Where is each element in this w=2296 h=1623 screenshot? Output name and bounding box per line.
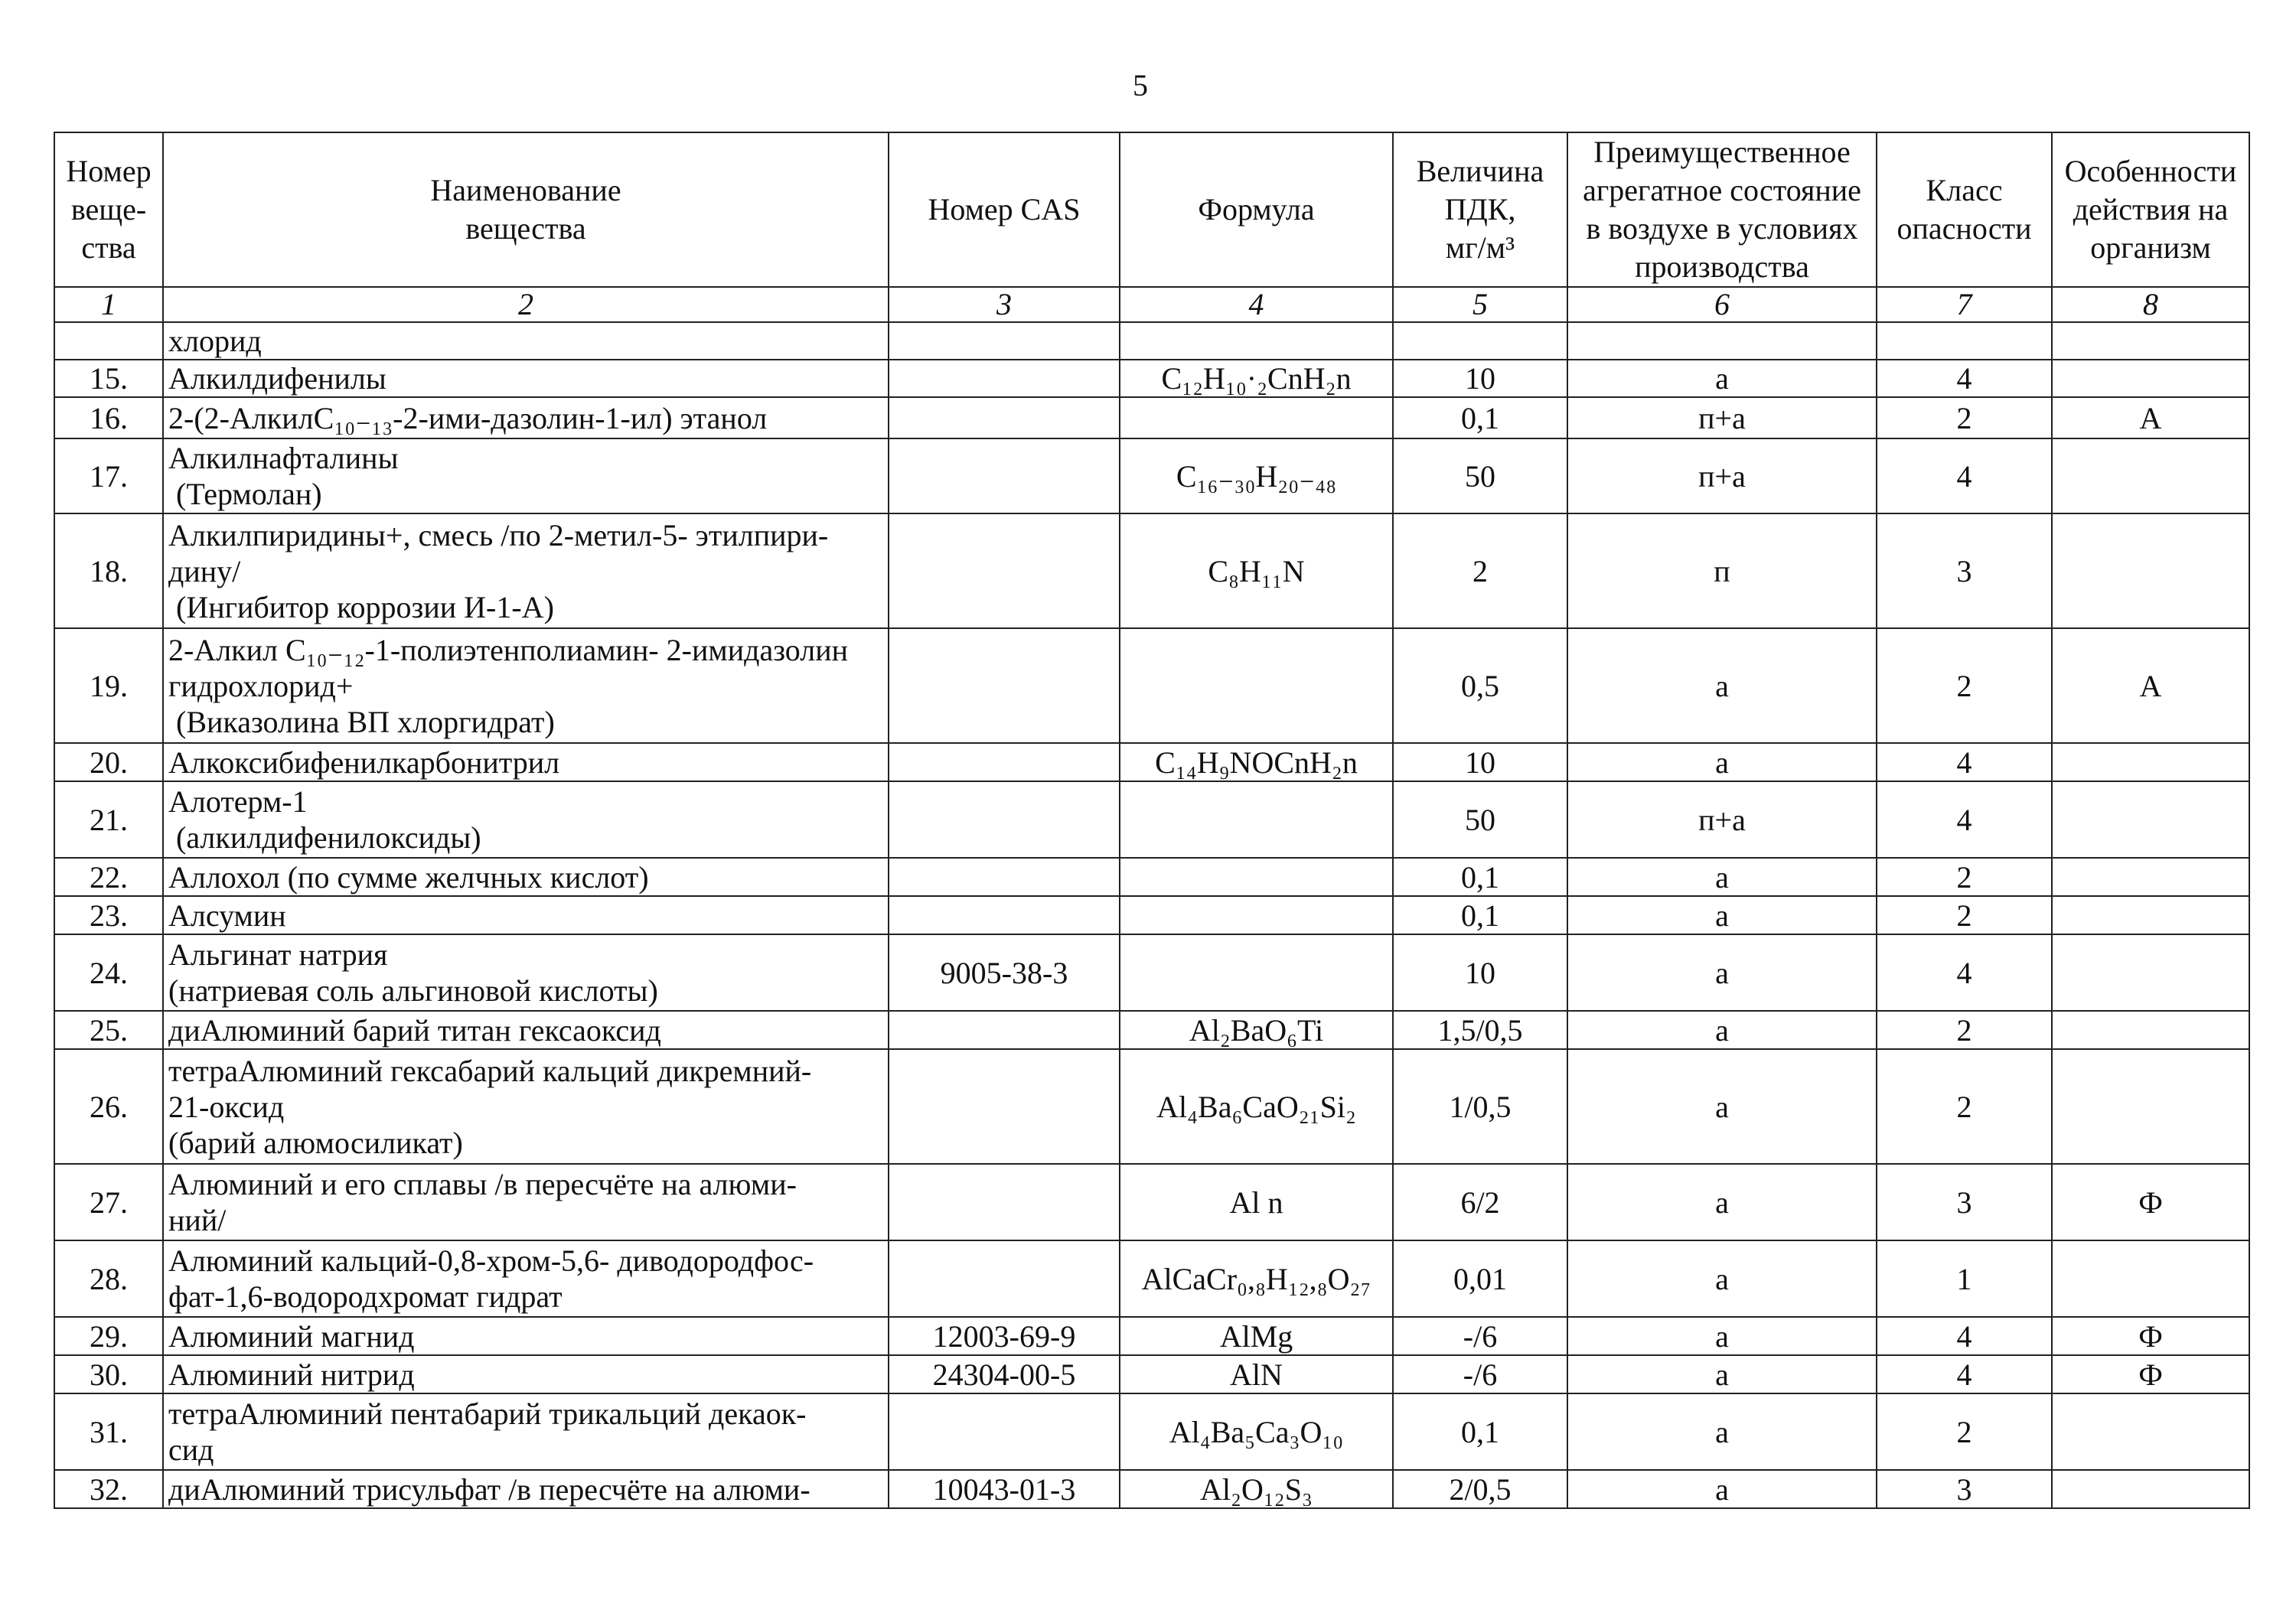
- substance-number-cell: 15.: [54, 360, 163, 397]
- table-row: [54, 322, 2249, 360]
- header-body-effect: [2052, 132, 2249, 287]
- substance-name-line: Алюминий нитрид: [168, 1357, 415, 1392]
- hazard-class-cell: 4: [1877, 1355, 2052, 1393]
- header-line: Формула: [1198, 192, 1315, 227]
- aggregate-state-cell: а: [1567, 896, 1877, 934]
- header-line: производства: [1635, 249, 1809, 284]
- cas-number-cell: [889, 1011, 1120, 1049]
- aggregate-state-cell: а: [1567, 934, 1877, 1011]
- hazard-class-cell: 2: [1877, 1049, 2052, 1164]
- substance-name-line: (Виказолина ВП хлоргидрат): [168, 704, 555, 739]
- substance-number-cell: 22.: [54, 858, 163, 896]
- body-effect-cell: [2052, 1393, 2249, 1470]
- substance-name-line: ний/: [168, 1203, 227, 1237]
- formula-cell: AlCaCr₀,₈H₁₂,₈O₂₇: [1120, 1240, 1393, 1317]
- formula-cell: Al₂O₁₂S₃: [1120, 1470, 1393, 1508]
- aggregate-state-cell: п+а: [1567, 397, 1877, 438]
- cas-number-cell: [889, 628, 1120, 743]
- pdk-value-cell: 0,01: [1393, 1240, 1567, 1317]
- substance-name-cell: [163, 1393, 889, 1470]
- formula-cell: [1120, 322, 1393, 360]
- formula-cell: Al n: [1120, 1164, 1393, 1240]
- column-number: 2: [163, 287, 889, 322]
- pdk-value-cell: 0,1: [1393, 858, 1567, 896]
- substance-name-line: дину/: [168, 553, 241, 588]
- substance-name-line: 2-Алкил C₁₀₋₁₂-1-полиэтенполиамин- 2-имидазолин: [168, 632, 849, 667]
- substance-name-line: (Ингибитор коррозии И-1-А): [168, 589, 554, 624]
- pdk-value-cell: 10: [1393, 360, 1567, 397]
- aggregate-state-cell: а: [1567, 743, 1877, 781]
- header-line: Преимущественное: [1593, 135, 1851, 169]
- substance-name-line: сид: [168, 1432, 214, 1467]
- substance-name-cell: [163, 360, 889, 397]
- substance-name-cell: [163, 1317, 889, 1355]
- table-row: [54, 397, 2249, 438]
- pdk-value-cell: -/6: [1393, 1355, 1567, 1393]
- hazard-class-cell: 4: [1877, 781, 2052, 858]
- column-number: 7: [1877, 287, 2052, 322]
- substance-number-cell: 16.: [54, 397, 163, 438]
- cas-number-cell: 9005-38-3: [889, 934, 1120, 1011]
- body-effect-cell: [2052, 934, 2249, 1011]
- formula-cell: AlMg: [1120, 1317, 1393, 1355]
- aggregate-state-cell: а: [1567, 1317, 1877, 1355]
- pdk-value-cell: 10: [1393, 934, 1567, 1011]
- hazard-class-cell: 2: [1877, 397, 2052, 438]
- table-row: [54, 628, 2249, 743]
- column-number: 8: [2052, 287, 2249, 322]
- substance-name-line: Алюминий и его сплавы /в пересчёте на алюми-: [168, 1167, 797, 1201]
- header-substance-name: [163, 132, 889, 287]
- hazard-class-cell: 4: [1877, 743, 2052, 781]
- hazard-class-cell: 4: [1877, 438, 2052, 513]
- formula-cell: [1120, 781, 1393, 858]
- hazard-class-cell: 4: [1877, 934, 2052, 1011]
- substance-name-cell: [163, 934, 889, 1011]
- substance-name-line: Алсумин: [168, 898, 286, 933]
- formula-cell: AlN: [1120, 1355, 1393, 1393]
- body-effect-cell: [2052, 438, 2249, 513]
- hazard-class-cell: 4: [1877, 360, 2052, 397]
- table-row: [54, 1355, 2249, 1393]
- substance-number-cell: 20.: [54, 743, 163, 781]
- aggregate-state-cell: а: [1567, 1049, 1877, 1164]
- hazard-class-cell: 1: [1877, 1240, 2052, 1317]
- substance-name-cell: [163, 438, 889, 513]
- formula-cell: [1120, 934, 1393, 1011]
- aggregate-state-cell: а: [1567, 858, 1877, 896]
- substance-name-cell: [163, 896, 889, 934]
- table-row: [54, 438, 2249, 513]
- column-number: 3: [889, 287, 1120, 322]
- header-substance-number: [54, 132, 163, 287]
- substance-number-cell: 30.: [54, 1355, 163, 1393]
- pdk-value-cell: 10: [1393, 743, 1567, 781]
- substance-name-cell: [163, 628, 889, 743]
- formula-cell: Al₄Ba₅Ca₃O₁₀: [1120, 1393, 1393, 1470]
- substance-name-cell: [163, 743, 889, 781]
- table-row: [54, 1317, 2249, 1355]
- table-row: [54, 781, 2249, 858]
- header-line: ства: [81, 230, 136, 265]
- aggregate-state-cell: а: [1567, 1164, 1877, 1240]
- header-line: опасности: [1896, 211, 2032, 246]
- aggregate-state-cell: а: [1567, 628, 1877, 743]
- header-line: организм: [2090, 230, 2211, 265]
- header-pdk-value: [1393, 132, 1567, 287]
- table-row: [54, 513, 2249, 628]
- substance-number-cell: 23.: [54, 896, 163, 934]
- substance-number-cell: [54, 322, 163, 360]
- substance-name-cell: [163, 858, 889, 896]
- formula-cell: Al₄Ba₆CaO₂₁Si₂: [1120, 1049, 1393, 1164]
- pdk-value-cell: 50: [1393, 781, 1567, 858]
- cas-number-cell: [889, 1049, 1120, 1164]
- substance-name-cell: [163, 513, 889, 628]
- substance-number-cell: 28.: [54, 1240, 163, 1317]
- header-line: вещества: [465, 211, 586, 246]
- hazard-class-cell: 2: [1877, 1011, 2052, 1049]
- pdk-value-cell: 0,1: [1393, 896, 1567, 934]
- body-effect-cell: [2052, 1240, 2249, 1317]
- header-line: в воздухе в условиях: [1586, 211, 1858, 246]
- body-effect-cell: [2052, 781, 2249, 858]
- body-effect-cell: [2052, 858, 2249, 896]
- hazard-class-cell: 2: [1877, 858, 2052, 896]
- table-row: [54, 1049, 2249, 1164]
- cas-number-cell: [889, 858, 1120, 896]
- body-effect-cell: [2052, 743, 2249, 781]
- body-effect-cell: [2052, 1011, 2249, 1049]
- substance-name-line: тетраАлюминий пентабарий трикальций декаок-: [168, 1396, 807, 1431]
- cas-number-cell: [889, 1393, 1120, 1470]
- table-row: [54, 896, 2249, 934]
- substance-name-line: Алюминий магнид: [168, 1318, 415, 1354]
- pdk-value-cell: -/6: [1393, 1317, 1567, 1355]
- substance-name-line: Алкилдифенилы: [168, 361, 386, 396]
- substance-number-cell: 31.: [54, 1393, 163, 1470]
- formula-cell: C₈H₁₁N: [1120, 513, 1393, 628]
- aggregate-state-cell: а: [1567, 360, 1877, 397]
- substance-name-line: Альгинат натрия: [168, 937, 388, 972]
- substance-name-line: Алкилнафталины: [168, 441, 399, 475]
- cas-number-cell: [889, 781, 1120, 858]
- formula-cell: [1120, 628, 1393, 743]
- cas-number-cell: [889, 438, 1120, 513]
- substance-number-cell: 18.: [54, 513, 163, 628]
- aggregate-state-cell: а: [1567, 1355, 1877, 1393]
- pdk-value-cell: 2: [1393, 513, 1567, 628]
- body-effect-cell: А: [2052, 628, 2249, 743]
- substance-number-cell: 24.: [54, 934, 163, 1011]
- body-effect-cell: [2052, 513, 2249, 628]
- substance-name-cell: [163, 1011, 889, 1049]
- substance-name-cell: [163, 1240, 889, 1317]
- cas-number-cell: [889, 743, 1120, 781]
- aggregate-state-cell: п: [1567, 513, 1877, 628]
- table-body: [54, 322, 2249, 1508]
- formula-cell: [1120, 397, 1393, 438]
- substance-name-cell: [163, 322, 889, 360]
- header-line: Величина: [1416, 154, 1544, 188]
- cas-number-cell: [889, 1164, 1120, 1240]
- formula-cell: Al₂BaO₆Ti: [1120, 1011, 1393, 1049]
- aggregate-state-cell: п+а: [1567, 781, 1877, 858]
- substance-name-line: тетраАлюминий гексабарий кальций дикремний-: [168, 1053, 812, 1088]
- body-effect-cell: [2052, 1470, 2249, 1508]
- table-row: [54, 1393, 2249, 1470]
- cas-number-cell: 12003-69-9: [889, 1317, 1120, 1355]
- substance-number-cell: 29.: [54, 1317, 163, 1355]
- cas-number-cell: [889, 360, 1120, 397]
- cas-number-cell: [889, 1240, 1120, 1317]
- table-row: [54, 1470, 2249, 1508]
- header-line: Номер CAS: [928, 192, 1081, 227]
- header-line: ПДК,: [1444, 192, 1516, 227]
- substance-name-cell: [163, 781, 889, 858]
- substance-name-line: диАлюминий барий титан гексаоксид: [168, 1012, 661, 1048]
- cas-number-cell: [889, 896, 1120, 934]
- pdk-value-cell: 1,5/0,5: [1393, 1011, 1567, 1049]
- formula-cell: [1120, 858, 1393, 896]
- body-effect-cell: [2052, 360, 2249, 397]
- substances-table: [54, 132, 2250, 1509]
- body-effect-cell: [2052, 896, 2249, 934]
- substance-name-cell: [163, 1470, 889, 1508]
- column-number: 5: [1393, 287, 1567, 322]
- body-effect-cell: Ф: [2052, 1317, 2249, 1355]
- aggregate-state-cell: п+а: [1567, 438, 1877, 513]
- cas-number-cell: [889, 322, 1120, 360]
- hazard-class-cell: 3: [1877, 513, 2052, 628]
- substance-name-cell: [163, 397, 889, 438]
- substance-name-cell: [163, 1164, 889, 1240]
- body-effect-cell: А: [2052, 397, 2249, 438]
- substance-number-cell: 21.: [54, 781, 163, 858]
- substance-name-line: диАлюминий трисульфат /в пересчёте на алюми-: [168, 1471, 810, 1507]
- pdk-value-cell: 0,5: [1393, 628, 1567, 743]
- table-row: [54, 1164, 2249, 1240]
- pdk-value-cell: 1/0,5: [1393, 1049, 1567, 1164]
- column-number: 6: [1567, 287, 1877, 322]
- cas-number-cell: [889, 513, 1120, 628]
- header-line: Класс: [1926, 173, 2003, 207]
- pdk-value-cell: 50: [1393, 438, 1567, 513]
- hazard-class-cell: 2: [1877, 896, 2052, 934]
- hazard-class-cell: [1877, 322, 2052, 360]
- column-number: 1: [54, 287, 163, 322]
- body-effect-cell: Ф: [2052, 1355, 2249, 1393]
- substance-number-cell: 26.: [54, 1049, 163, 1164]
- column-numbers-row: [54, 287, 2249, 322]
- formula-cell: C₁₆₋₃₀H₂₀₋₄₈: [1120, 438, 1393, 513]
- aggregate-state-cell: а: [1567, 1470, 1877, 1508]
- pdk-value-cell: 2/0,5: [1393, 1470, 1567, 1508]
- table-row: [54, 743, 2249, 781]
- substance-name-line: фат-1,6-водородхромат гидрат: [168, 1279, 563, 1314]
- header-line: Номер: [66, 154, 152, 188]
- aggregate-state-cell: а: [1567, 1240, 1877, 1317]
- table-row: [54, 858, 2249, 896]
- header-line: Наименование: [430, 173, 621, 207]
- substance-name-line: Алкоксибифенилкарбонитрил: [168, 745, 560, 780]
- substance-name-line: Аллохол (по сумме желчных кислот): [168, 859, 649, 895]
- hazard-class-cell: 3: [1877, 1164, 2052, 1240]
- header-line: веще-: [70, 192, 147, 227]
- substance-name-line: гидрохлорид+: [168, 668, 354, 703]
- substance-name-line: (натриевая соль альгиновой кислоты): [168, 973, 658, 1008]
- substance-name-line: Алкилпиридины+, смесь /по 2-метил-5- этилпири-: [168, 517, 829, 552]
- substance-name-line: (барий алюмосиликат): [168, 1125, 463, 1160]
- pdk-value-cell: 0,1: [1393, 397, 1567, 438]
- substance-number-cell: 17.: [54, 438, 163, 513]
- pdk-value-cell: [1393, 322, 1567, 360]
- header-aggregate-state: [1567, 132, 1877, 287]
- page-number: 5: [1133, 68, 1148, 103]
- hazard-class-cell: 2: [1877, 1393, 2052, 1470]
- substance-number-cell: 25.: [54, 1011, 163, 1049]
- aggregate-state-cell: а: [1567, 1011, 1877, 1049]
- column-number: 4: [1120, 287, 1393, 322]
- aggregate-state-cell: а: [1567, 1393, 1877, 1470]
- substance-number-cell: 19.: [54, 628, 163, 743]
- header-line: мг/м³: [1445, 230, 1515, 265]
- formula-cell: [1120, 896, 1393, 934]
- substance-name-line: Алюминий кальций-0,8-хром-5,6- диводородфос-: [168, 1243, 814, 1278]
- hazard-class-cell: 2: [1877, 628, 2052, 743]
- substance-number-cell: 32.: [54, 1470, 163, 1508]
- table-row: [54, 360, 2249, 397]
- cas-number-cell: 10043-01-3: [889, 1470, 1120, 1508]
- cas-number-cell: 24304-00-5: [889, 1355, 1120, 1393]
- header-cas-number: [889, 132, 1120, 287]
- cas-number-cell: [889, 397, 1120, 438]
- substance-name-line: (Термолан): [168, 477, 322, 511]
- header-formula: [1120, 132, 1393, 287]
- body-effect-cell: [2052, 1049, 2249, 1164]
- substance-name-line: 21-оксид: [168, 1089, 285, 1124]
- substance-number-cell: 27.: [54, 1164, 163, 1240]
- aggregate-state-cell: [1567, 322, 1877, 360]
- header-line: действия на: [2073, 192, 2229, 227]
- header-line: агрегатное состояние: [1583, 173, 1861, 207]
- table-row: [54, 1011, 2249, 1049]
- table-header-row: [54, 132, 2249, 287]
- formula-cell: C₁₂H₁₀·₂CnH₂n: [1120, 360, 1393, 397]
- hazard-class-cell: 4: [1877, 1317, 2052, 1355]
- header-line: Особенности: [2064, 154, 2237, 188]
- substance-name-line: 2-(2-АлкилC₁₀₋₁₃-2-ими-дазолин-1-ил) этанол: [168, 400, 768, 435]
- substance-name-cell: [163, 1049, 889, 1164]
- body-effect-cell: [2052, 322, 2249, 360]
- substance-name-cell: [163, 1355, 889, 1393]
- table-row: [54, 1240, 2249, 1317]
- table-row: [54, 934, 2249, 1011]
- hazard-class-cell: 3: [1877, 1470, 2052, 1508]
- substance-name-line: хлорид: [168, 324, 262, 358]
- substance-name-line: (алкилдифенилоксиды): [168, 820, 481, 855]
- pdk-value-cell: 0,1: [1393, 1393, 1567, 1470]
- substance-name-line: Алотерм-1: [168, 784, 308, 819]
- body-effect-cell: Ф: [2052, 1164, 2249, 1240]
- header-hazard-class: [1877, 132, 2052, 287]
- formula-cell: C₁₄H₉NOCnH₂n: [1120, 743, 1393, 781]
- pdk-value-cell: 6/2: [1393, 1164, 1567, 1240]
